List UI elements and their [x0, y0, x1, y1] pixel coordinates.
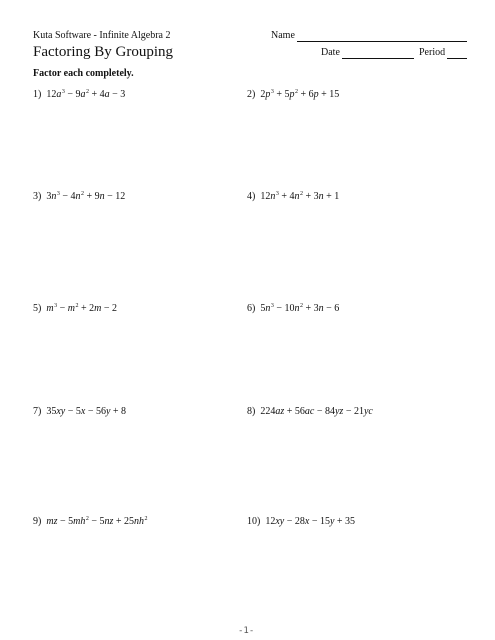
problem-3: 3) $3n^3 - 4n^2 + 9n - 12$ — [33, 191, 126, 202]
problem-number: 10) — [247, 516, 261, 527]
period-label: Period — [419, 47, 446, 58]
problem-number: 3) — [33, 191, 42, 202]
problem-number: 5) — [33, 303, 42, 314]
publisher-label: Kuta Software - Infinite Algebra 2 — [33, 30, 171, 41]
period-field-line[interactable] — [447, 58, 467, 59]
name-label: Name — [271, 30, 295, 41]
problem-10: 10) 12xy − 28x − 15y + 35 — [247, 516, 356, 527]
problem-number: 8) — [247, 406, 256, 417]
problem-5: 5) $m^3 - m^2 + 2m - 2$ — [33, 303, 117, 314]
date-label: Date — [321, 47, 340, 58]
page-number: -1- — [238, 626, 255, 636]
problem-number: 2) — [247, 89, 256, 100]
problem-number: 7) — [33, 406, 42, 417]
worksheet-title: Factoring By Grouping — [33, 44, 173, 60]
problem-8: 8) 224az + 56ac − 84yz − 21yc — [247, 406, 373, 417]
name-field-line[interactable] — [297, 41, 467, 42]
problem-6: 6) $5n^3 - 10n^2 + 3n - 6$ — [247, 303, 340, 314]
problem-number: 1) — [33, 89, 42, 100]
instructions: Factor each completely. — [33, 68, 134, 79]
date-field-line[interactable] — [342, 58, 414, 59]
problem-number: 6) — [247, 303, 256, 314]
problem-7: 7) 35xy − 5x − 56y + 8 — [33, 406, 127, 417]
problem-number: 9) — [33, 516, 42, 527]
problem-number: 4) — [247, 191, 256, 202]
problem-9: 9) mz − $5mh^2 - 5nz + 25nh^2$ — [33, 516, 148, 527]
problem-2: 2) $2p^3 + 5p^2 + 6p + 15$ — [247, 89, 340, 100]
problem-4: 4) $12n^3 + 4n^2 + 3n + 1$ — [247, 191, 340, 202]
problem-1: 1) $12a^3 - 9a^2 + 4a - 3$ — [33, 89, 126, 100]
